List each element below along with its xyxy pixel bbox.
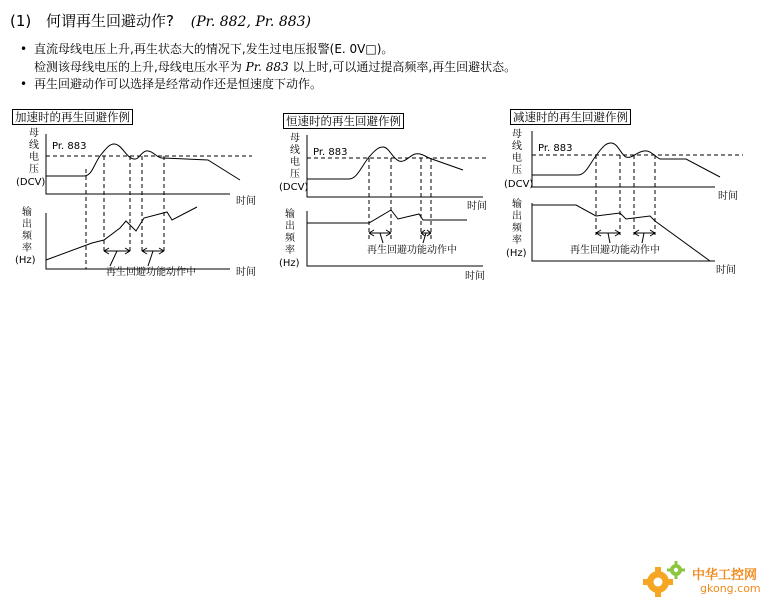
diagram-acceleration	[12, 109, 270, 281]
operation-arrows	[596, 230, 655, 243]
logo-domain: gkong.com	[700, 582, 761, 595]
time-label: 时间	[718, 191, 738, 202]
gear-icon	[640, 556, 688, 602]
diagram-deceleration	[504, 109, 760, 281]
voltage-axis-label: 母	[290, 133, 300, 144]
diagram-graphic	[504, 109, 760, 281]
voltage-axis-label: 线	[290, 145, 300, 156]
time-label: 时间	[467, 201, 487, 212]
diagram-title: 减速时的再生回避作例	[510, 109, 631, 125]
freq-axis-label: 出	[285, 221, 295, 232]
bullet-1-continued	[20, 58, 516, 75]
section-number: (1)	[10, 12, 32, 30]
freq-axis-label: 频	[512, 223, 522, 234]
freq-unit: (Hz)	[506, 248, 527, 259]
freq-axis-label: 输	[512, 199, 522, 210]
threshold-label: Pr. 883	[313, 147, 348, 158]
freq-axis-label: 频	[22, 231, 32, 242]
freq-axis-label: 输	[22, 207, 32, 218]
guide-lines	[596, 155, 655, 235]
freq-unit: (Hz)	[15, 255, 36, 266]
logo-text: 中华工控网	[692, 568, 758, 583]
freq-axis-label: 率	[22, 243, 32, 254]
bullet-text: 检测该母线电压的上升,母线电压水平为	[34, 60, 242, 74]
bullet-marker: •	[20, 77, 28, 91]
frequency-axes	[307, 211, 483, 266]
voltage-axis-label: 电	[512, 153, 522, 164]
voltage-unit: (DCV)	[16, 177, 46, 188]
time-label: 时间	[236, 267, 256, 278]
voltage-axis-label: 电	[29, 152, 39, 163]
diagram-graphic	[12, 109, 270, 281]
frequency-curve	[307, 210, 467, 223]
voltage-axis-label: 压	[29, 164, 39, 175]
freq-axis-label: 率	[512, 235, 522, 246]
voltage-axis-label: 线	[512, 141, 522, 152]
freq-axis-label: 率	[285, 245, 295, 256]
freq-axis-label: 输	[285, 209, 295, 220]
bullet-text: 以上时,可以通过提高频率,再生回避状态。	[292, 60, 517, 74]
guide-lines	[369, 158, 431, 239]
diagram-graphic	[279, 113, 495, 285]
voltage-axis-label: 线	[29, 140, 39, 151]
operation-arrows	[104, 248, 164, 266]
voltage-axes	[532, 131, 715, 187]
frequency-curve	[46, 207, 197, 260]
operation-label: 再生回避功能动作中	[570, 245, 660, 256]
time-label: 时间	[236, 196, 256, 207]
bullet-2	[20, 75, 322, 92]
voltage-axis-label: 压	[290, 169, 300, 180]
freq-unit: (Hz)	[279, 258, 300, 269]
section-heading	[10, 10, 311, 31]
bullet-1	[20, 40, 393, 57]
freq-axis-label: 出	[22, 219, 32, 230]
freq-axis-label: 出	[512, 211, 522, 222]
diagram-title: 恒速时的再生回避作例	[283, 113, 404, 129]
bullet-text: 直流母线电压上升,再生状态大的情况下,发生过电压报警(E. 0V□)。	[34, 42, 394, 56]
time-label: 时间	[716, 265, 736, 276]
voltage-axis-label: 电	[290, 157, 300, 168]
operation-arrows	[369, 230, 431, 243]
bullet-text: 再生回避动作可以选择是经常动作还是恒速度下动作。	[34, 77, 323, 91]
voltage-axis-label: 母	[512, 129, 522, 140]
threshold-label: Pr. 883	[52, 141, 87, 152]
voltage-axes	[307, 135, 483, 197]
watermark-logo	[640, 556, 761, 602]
section-params: (Pr. 882, Pr. 883)	[190, 14, 311, 30]
section-title: 何谓再生回避动作?	[46, 12, 174, 30]
bullet-param: Pr. 883	[245, 60, 289, 74]
bullet-marker: •	[20, 42, 28, 56]
voltage-axis-label: 母	[29, 128, 39, 139]
frequency-axes	[46, 213, 230, 269]
operation-label: 再生回避功能动作中	[106, 267, 196, 278]
threshold-label: Pr. 883	[538, 143, 573, 154]
operation-label: 再生回避功能动作中	[367, 245, 457, 256]
diagram-constant-speed	[279, 113, 495, 285]
time-label: 时间	[465, 271, 485, 282]
diagram-title: 加速时的再生回避作例	[12, 109, 133, 125]
voltage-axis-label: 压	[512, 165, 522, 176]
voltage-unit: (DCV)	[279, 182, 309, 193]
voltage-unit: (DCV)	[504, 179, 534, 190]
freq-axis-label: 频	[285, 233, 295, 244]
